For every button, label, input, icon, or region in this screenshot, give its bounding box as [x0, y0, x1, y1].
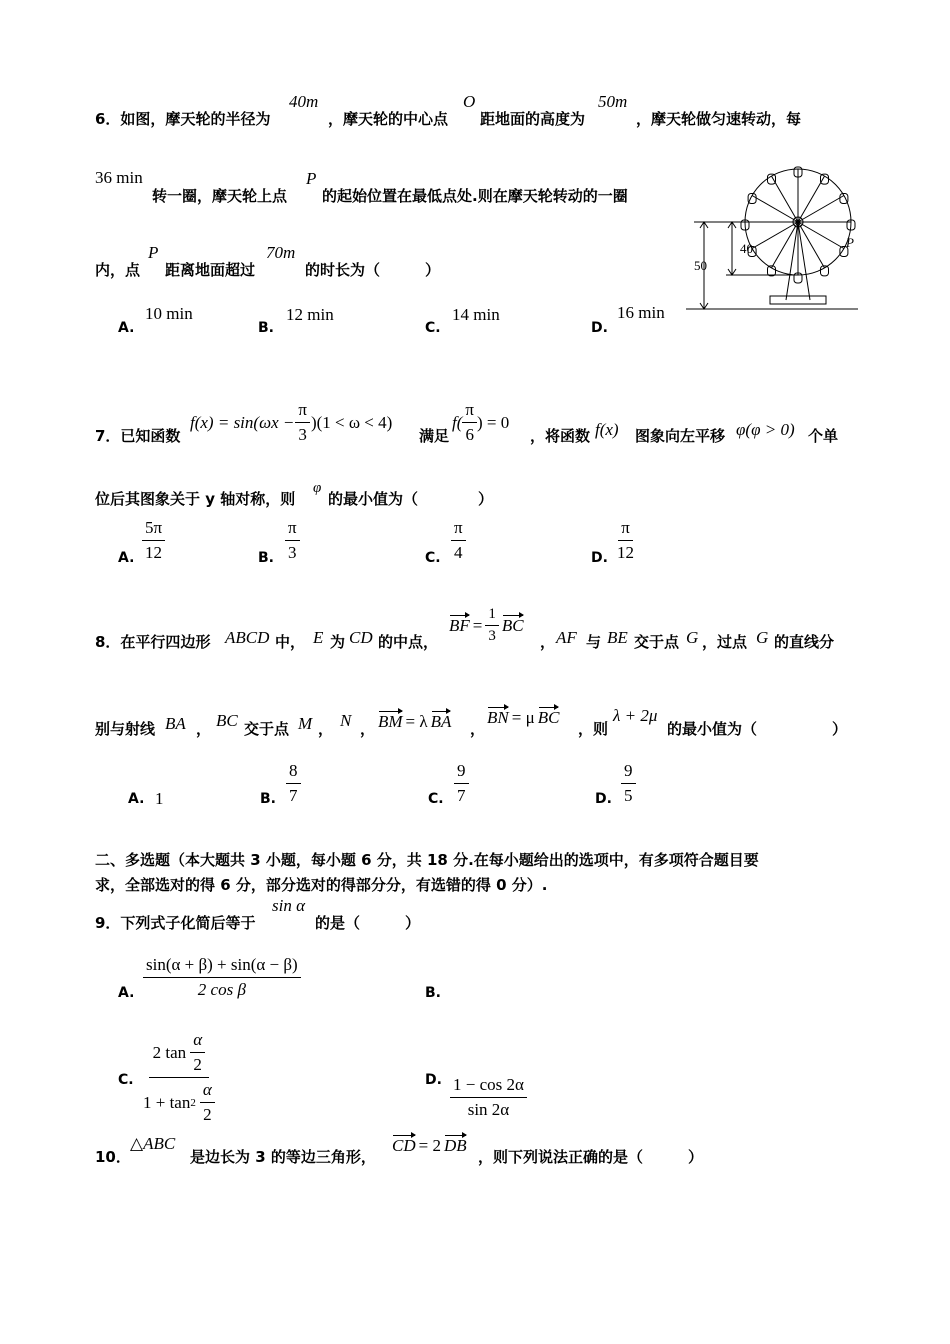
q6-text-b: ，摩天轮的中心点 — [328, 110, 449, 128]
base-platform — [770, 296, 826, 304]
figure-label-p: P — [846, 235, 854, 250]
q8-af: AF — [556, 628, 577, 647]
q7-text-b: 满足 — [419, 427, 450, 445]
q8-text-b: 中， — [275, 633, 306, 651]
q8-option-d-letter: D. — [595, 791, 612, 807]
q8-text-g: 交于点 — [634, 633, 680, 651]
q6-point: P — [306, 169, 317, 188]
figure-label-50: 50 — [694, 258, 707, 273]
q7-option-c-value: $\frac{\pi}{4}$ — [451, 518, 466, 563]
q7-option-a-letter: A. — [118, 550, 135, 566]
q7-text-e: 个单 — [808, 427, 839, 445]
q9-option-c-letter: C. — [118, 1072, 134, 1088]
q7-shift: φ(φ > 0) — [736, 420, 795, 439]
q8-e: E — [313, 628, 324, 647]
q8-abcd: ABCD — [225, 628, 270, 647]
q8-text-i: 的直线分 — [774, 633, 835, 651]
q7-option-b-value: $\frac{\pi}{3}$ — [285, 518, 300, 563]
q10-triangle: △ABC — [130, 1134, 176, 1153]
wheel-spoke — [752, 196, 798, 223]
q8-text-l: 交于点 — [244, 720, 290, 738]
q6-text-i: 的时长为（ ） — [305, 261, 441, 279]
wheel-spoke — [798, 222, 844, 249]
q6-option-c-letter: C. — [425, 320, 441, 336]
q6-text-g: 内，点 — [95, 261, 141, 279]
q8-option-a-letter: A. — [128, 791, 145, 807]
q6-text-e: 转一圈，摩天轮上点 — [152, 187, 288, 205]
q8-text-h: ，过点 — [702, 633, 748, 651]
q6-text-d: ，摩天轮做匀速转动，每 — [636, 110, 802, 128]
q10-text-a: 10． — [95, 1148, 131, 1166]
q8-text-k: ， — [196, 720, 212, 738]
q6-threshold: 70m — [266, 243, 296, 262]
section-2-line-2: 求，全部选对的得 6 分，部分选对的得部分分，有选错的得 0 分）. — [95, 876, 548, 894]
q9-option-b-letter: B. — [425, 985, 441, 1001]
q6-option-d-value: 16 min — [617, 303, 665, 322]
q7-text-g: 的最小值为（ ） — [328, 490, 494, 508]
q8-text-j: 别与射线 — [95, 720, 156, 738]
figure-label-40: 40 — [740, 241, 753, 256]
q7-text-f: 位后其图象关于 y 轴对称，则 — [95, 490, 296, 508]
q6-text-c: 距地面的高度为 — [480, 110, 586, 128]
q7-text-d: 图象向左平移 — [635, 427, 726, 445]
q9-text-b: 的是（ ） — [315, 914, 421, 932]
q8-expr: λ + 2μ — [613, 706, 658, 725]
q8-ba: BA — [165, 714, 186, 733]
q6-height: 50m — [598, 92, 628, 111]
q6-option-b-value: 12 min — [286, 305, 334, 324]
q8-cd: CD — [349, 628, 373, 647]
q8-text-e: ， — [540, 633, 556, 651]
q6-option-c-value: 14 min — [452, 305, 500, 324]
q7-text-a: 7．已知函数 — [95, 427, 181, 445]
q6-option-d-letter: D. — [591, 320, 608, 336]
q8-option-d-value: $\frac{9}{5}$ — [621, 761, 636, 806]
q8-option-c-letter: C. — [428, 791, 444, 807]
q8-text-a: 8．在平行四边形 — [95, 633, 211, 651]
q6-period: 36 min — [95, 168, 143, 187]
q9-text-a: 9．下列式子化简后等于 — [95, 914, 256, 932]
q8-option-b-letter: B. — [260, 791, 276, 807]
q8-option-c-value: $\frac{9}{7}$ — [454, 761, 469, 806]
q7-option-d-value: $\frac{\pi}{12}$ — [617, 518, 634, 562]
q6-option-a-value: 10 min — [145, 304, 193, 323]
q8-be: BE — [607, 628, 628, 647]
q9-option-d-letter: D. — [425, 1072, 442, 1088]
q8-text-n: ， — [360, 720, 376, 738]
q6-option-b-letter: B. — [258, 320, 274, 336]
q6-text-a: 6．如图，摩天轮的半径为 — [95, 110, 271, 128]
q8-text-d: 的中点， — [378, 633, 439, 651]
q10-text-c: ，则下列说法正确的是（ ） — [478, 1148, 704, 1166]
section-2-line-1: 二、多选题（本大题共 3 小题，每小题 6 分，共 18 分.在每小题给出的选项中，有多项符合题目要 — [95, 851, 759, 869]
wheel-spoke — [798, 196, 844, 223]
q9-option-c-value: 2 tan $\frac{\alpha}{2}$ 1 + tan 2 $\frac{\alpha}{2}$ — [143, 1030, 215, 1125]
q6-option-a-letter: A. — [118, 320, 135, 336]
q6-radius: 40m — [289, 92, 319, 111]
q9-option-d-value: $\frac{1 - \cos 2\alpha}{\sin 2\alpha}$ — [450, 1075, 527, 1120]
support-leg-left — [786, 222, 798, 300]
q8-g-2: G — [756, 628, 769, 647]
q7-fx: f(x) — [595, 420, 619, 439]
q8-n: N — [340, 711, 352, 730]
q8-g: G — [686, 628, 699, 647]
q8-text-q: 的最小值为（ ） — [667, 720, 848, 738]
q10-vector-relation: CD = 2 DB — [392, 1136, 467, 1155]
q6-point-2: P — [148, 243, 159, 262]
q7-option-a-value: $\frac{5\pi}{12}$ — [142, 518, 165, 563]
q7-phi: φ — [313, 480, 322, 496]
ferris-wheel-figure — [686, 160, 866, 320]
q6-text-h: 距离地面超过 — [165, 261, 256, 279]
q8-bc: BC — [216, 711, 238, 730]
q9-option-a-value: $\frac{\sin(\alpha + \beta) + \sin(\alpha - \beta)}{\text{2 cos β}}$ — [143, 955, 301, 1000]
q7-text-c: ，将函数 — [530, 427, 591, 445]
q8-bf-relation: BF = $\frac{1}{3}$ BC — [449, 606, 524, 644]
q9-sin-alpha: sin α — [272, 896, 306, 915]
q8-text-p: ，则 — [578, 720, 609, 738]
q10-text-b: 是边长为 3 的等边三角形， — [190, 1148, 376, 1166]
q7-option-d-letter: D. — [591, 550, 608, 566]
q7-option-c-letter: C. — [425, 550, 441, 566]
q8-bm-relation: BM = λ BA — [378, 712, 452, 731]
q7-condition: f( $\frac{\pi}{6}$ ) = 0 — [452, 400, 510, 444]
q8-option-a-value: 1 — [155, 789, 164, 808]
q8-text-o: ， — [470, 720, 486, 738]
q8-m: M — [298, 714, 313, 733]
q8-text-f: 与 — [586, 633, 602, 651]
q8-text-m: ， — [318, 720, 334, 738]
q6-center: O — [463, 92, 476, 111]
q8-option-b-value: $\frac{8}{7}$ — [286, 761, 301, 806]
q8-text-c: 为 — [330, 633, 346, 651]
q9-option-a-letter: A. — [118, 985, 135, 1001]
q7-option-b-letter: B. — [258, 550, 274, 566]
support-leg-right — [798, 222, 810, 300]
q8-bn-relation: BN = μ BC — [487, 708, 560, 727]
q7-function: f(x) = sin(ωx − $\frac{\pi}{3}$ )(1 < ω < 4) — [190, 400, 393, 444]
wheel-spoke — [752, 222, 798, 249]
q6-text-f: 的起始位置在最低点处.则在摩天轮转动的一圈 — [322, 187, 628, 205]
